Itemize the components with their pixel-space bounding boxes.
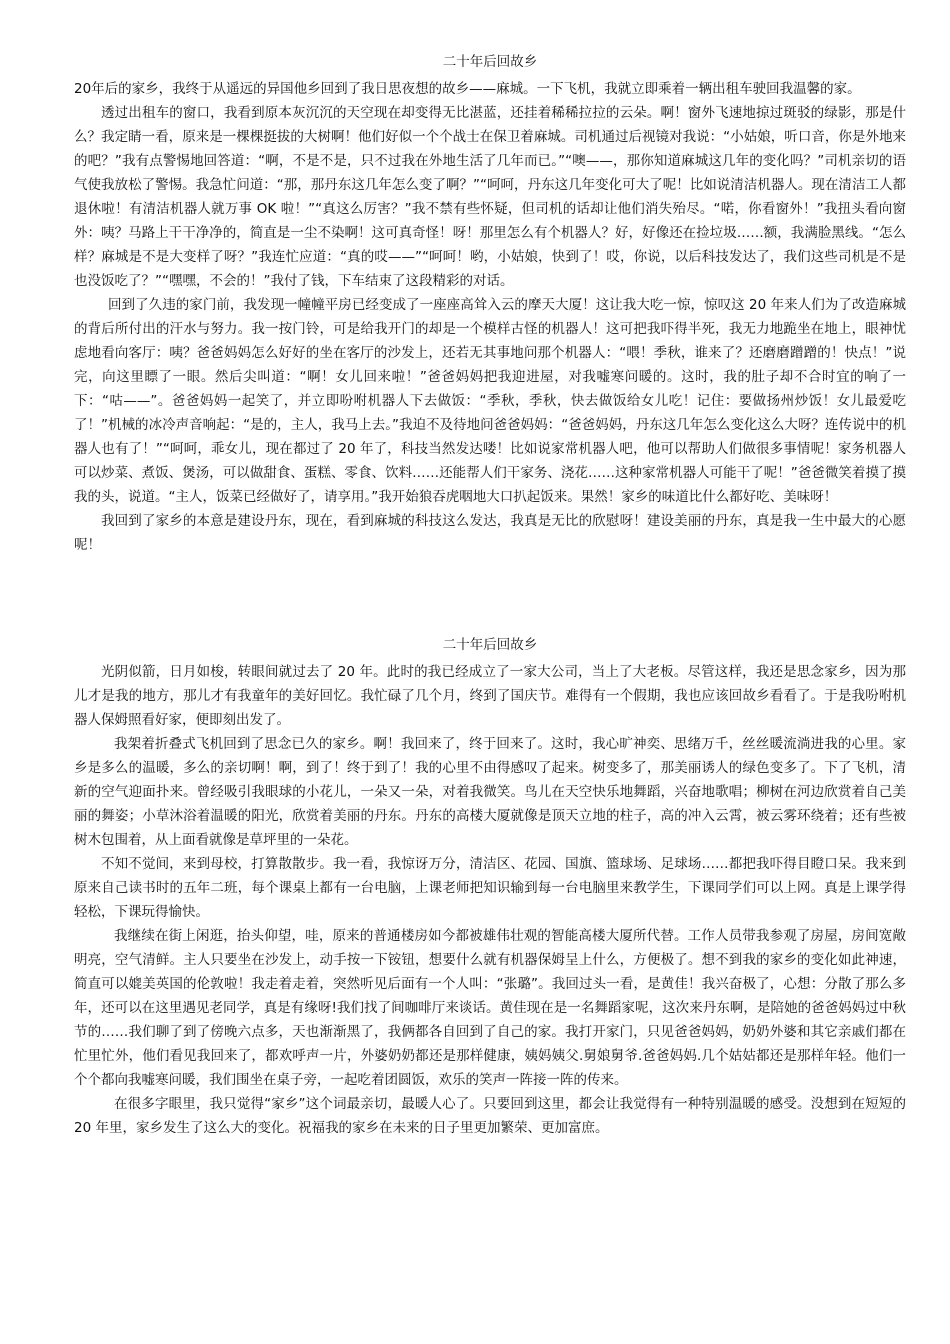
essay-title: 二十年后回故乡 (442, 637, 538, 653)
essay-paragraph: 光阴似箭，日月如梭，转眼间就过去了 20 年。此时的我已经成立了一家大公司，当上了大老板。尽管这样，我还是思念家乡，因为那儿才是我的地方，那儿才有我童年的美好回忆。我忙碌了几个月，终到了国庆节。难得有一个假期，我也应该回故乡看看了。于是我吩咐机器人保姆照看好家，便即刻出发了。 (74, 664, 906, 728)
essay-paragraph: 透过出租车的窗口，我看到原本灰沉沉的天空现在却变得无比湛蓝，还挂着稀稀拉拉的云朵。啊！窗外飞速地掠过斑驳的绿影，那是什么？我定睛一看，原来是一棵棵挺拔的大树啊！他们好似一个个战士在保卫着麻城。司机通过后视镜对我说：“小姑娘，听口音，你是外地来的吧？”我有点警惕地回答道：“啊，不是不是，只不过我在外地生活了几年而已。”“噢——，那你知道麻城这几年的变化吗？”司机亲切的语气使我放松了警惕。我急忙问道：“那，那丹东这几年怎么变了啊？”“呵呵，丹东这几年变化可大了呢！比如说清洁机器人。现在清洁工人都退休啦！有清洁机器人就万事 OK 啦！”“真这么厉害？”我不禁有些怀疑，但司机的话却让他们消失殆尽。“喏，你看窗外！”我扭头看向窗外：咦？马路上干干净净的，简直是一尘不染啊！这可真奇怪！呀！那里怎么有个机器人？好，好像还在捡垃圾……额，我满脸黑线。“怎么样？麻城是不是大变样了呀？”我连忙应道：“真的哎——”“呵呵！哟，小姑娘，快到了！哎，你说，以后科技发达了，我们这些司机是不是也没饭吃了？”“嘿嘿，不会的！”我付了钱，下车结束了这段精彩的对话。 (74, 105, 906, 289)
document-page (74, 50, 906, 1140)
essay-paragraph: 我回到了家乡的本意是建设丹东，现在，看到麻城的科技这么发达，我真是无比的欣慰呀！建设美丽的丹东，真是我一生中最大的心愿呢！ (74, 513, 906, 553)
essay-paragraph: 回到了久违的家门前，我发现一幢幢平房已经变成了一座座高耸入云的摩天大厦！这让我大吃一惊，惊叹这 20 年来人们为了改造麻城的背后所付出的汗水与努力。我一按门铃，可是给我开门的却是一个模样古怪的机器人！这可把我吓得半死，我无力地跪坐在地上，眼神忧虑地看向客厅：咦？爸爸妈妈怎么好好的坐在客厅的沙发上，还若无其事地问那个机器人：“喂！季秋，谁来了？还磨磨蹭蹭的！快点！”说完，向这里瞟了一眼。然后尖叫道：“啊！女儿回来啦！”爸爸妈妈把我迎进屋，对我嘘寒问暖的。这时，我的肚子却不合时宜的响了一下：“咕——”。爸爸妈妈一起笑了，并立即吩咐机器人下去做饭：“季秋，季秋，快去做饭给女儿吃！记住：要做扬州炒饭！女儿最爱吃了！”机械的冰冷声音响起：“是的，主人，我马上去。”我迫不及待地问爸爸妈妈：“爸爸妈妈，丹东这几年怎么变化这么大呀？连传说中的机器人也有了！”“呵呵，乖女儿，现在都过了 20 年了，科技当然发达喽！比如说家常机器人吧，他可以帮助人们做很多事情呢！家务机器人可以炒菜、煮饭、煲汤，可以做甜食、蛋糕、零食、饮料……还能帮人们干家务、浇花……这种家常机器人可能干了呢！”爸爸微笑着摸了摸我的头，说道。“主人，饭菜已经做好了，请享用。”我开始狼吞虎咽地大口扒起饭来。果然！家乡的味道比什么都好吃、美味呀！ (74, 297, 906, 505)
essay-title: 二十年后回故乡 (442, 54, 538, 70)
essay-paragraph: 在很多字眼里，我只觉得“家乡”这个词最亲切，最暖人心了。只要回到这里，都会让我觉得有一种特别温暖的感受。没想到在短短的 20 年里，家乡发生了这么大的变化。祝福我的家乡在未来的日子里更加繁荣、更加富庶。 (74, 1096, 906, 1136)
essay-paragraph: 我架着折叠式飞机回到了思念已久的家乡。啊！我回来了，终于回来了。这时，我心旷神奕、思绪万千，丝丝暖流淌进我的心里。家乡是多么的温暖，多么的亲切啊！啊，到了！终于到了！我的心里不由得感叹了起来。树变多了，那美丽诱人的绿色变多了。下了飞机，清新的空气迎面扑来。曾经吸引我眼球的小花儿，一朵又一朵，对着我微笑。鸟儿在天空快乐地舞蹈，兴奋地歌唱；柳树在河边欣赏着自己美丽的舞姿；小草沐浴着温暖的阳光，欣赏着美丽的丹东。丹东的高楼大厦就像是顶天立地的柱子，高的冲入云霄，被云雾环绕着；还有些被树木包围着，从上面看就像是草坪里的一朵花。 (74, 736, 906, 848)
essay-paragraph: 我继续在街上闲逛，抬头仰望，哇，原来的普通楼房如今都被雄伟壮观的智能高楼大厦所代替。工作人员带我参观了房屋，房间宽敞明亮，空气清鲜。主人只要坐在沙发上，动手按一下铵钮，想要什么就有机器保姆呈上什么，方便极了。想不到我的家乡的变化如此神速，简直可以媲美英国的伦敦啦！我走着走着，突然听见后面有一个人叫：“张璐”。我回过头一看，是黄佳！我兴奋极了，心想：分散了那么多年，还可以在这里遇见老同学，真是有缘呀!我们找了间咖啡厅来谈话。黄佳现在是一名舞蹈家呢，这次来丹东啊，是陪她的爸爸妈妈过中秋节的……我们聊了到了傍晚六点多，天也渐渐黑了，我俩都各自回到了自己的家。我打开家门，只见爸爸妈妈，奶奶外婆和其它亲戚们都在忙里忙外，他们看见我回来了，都欢呼声一片，外婆奶奶都还是那样健康，姨妈姨父.舅娘舅爷.爸爸妈妈.几个姑姑都还是那样年轻。他们一个个都向我嘘寒问暖，我们围坐在桌子旁，一起吃着团圆饭，欢乐的笑声一阵接一阵的传来。 (74, 928, 906, 1088)
essay-1 (74, 50, 906, 557)
essay-2 (74, 633, 906, 1140)
essay-divider-space (74, 557, 906, 633)
essay-paragraph: 不知不觉间，来到母校，打算散散步。我一看，我惊讶万分，清洁区、花园、国旗、篮球场、足球场……都把我吓得目瞪口呆。我来到原来自己读书时的五年二班，每个课桌上都有一台电脑，上课老师把知识输到每一台电脑里来教学生，下课同学们可以上网。真是上课学得轻松，下课玩得愉快。 (74, 856, 906, 920)
essay-paragraph: 20年后的家乡，我终于从遥远的异国他乡回到了我日思夜想的故乡——麻城。一下飞机，我就立即乘着一辆出租车驶回我温馨的家。 (74, 81, 861, 97)
